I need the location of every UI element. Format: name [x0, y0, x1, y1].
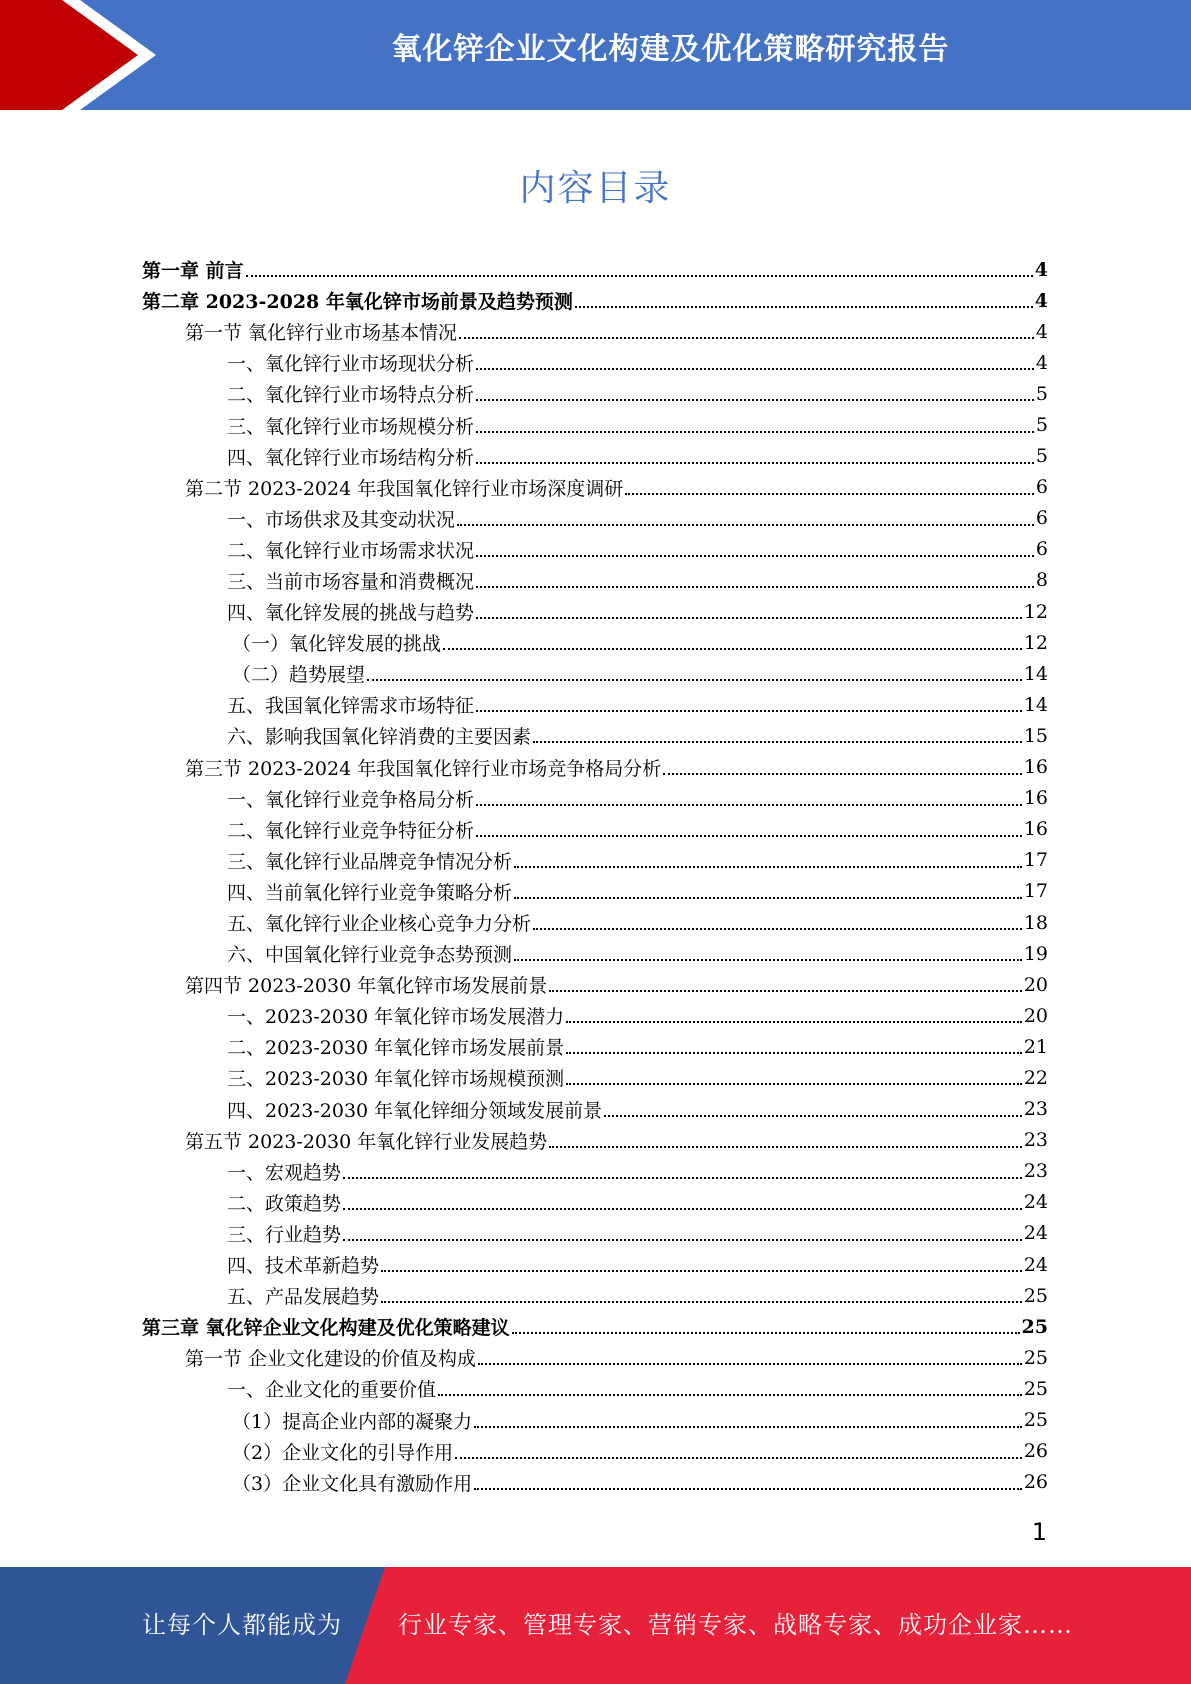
toc-leader-dots: [246, 274, 1033, 277]
toc-entry-page: 23: [1023, 1160, 1048, 1183]
toc-entry-page: 16: [1023, 818, 1048, 841]
toc-leader-dots: [476, 398, 1034, 401]
toc-entry-label: 五、我国氧化锌需求市场特征: [227, 695, 475, 718]
toc-leader-dots: [459, 336, 1034, 339]
toc-leader-dots: [367, 678, 1022, 681]
toc-entry-page: 17: [1023, 880, 1048, 903]
toc-entry-label: 第四节 2023-2030 年氧化锌市场发展前景: [185, 975, 548, 998]
toc-list: [142, 254, 1048, 1498]
toc-entry[interactable]: [142, 1311, 1048, 1342]
toc-entry-label: 第三章 氧化锌企业文化构建及优化策略建议: [142, 1317, 510, 1340]
toc-entry-label: 一、市场供求及其变动状况: [227, 508, 456, 531]
toc-entry[interactable]: [142, 1280, 1048, 1311]
toc-leader-dots: [474, 1487, 1022, 1490]
toc-entry-page: 4: [1034, 258, 1048, 281]
toc-leader-dots: [512, 1331, 1020, 1334]
toc-entry-label: 一、企业文化的重要价值: [227, 1379, 437, 1402]
toc-entry-label: （2）企业文化的引导作用: [232, 1441, 454, 1464]
toc-leader-dots: [514, 958, 1022, 961]
toc-entry[interactable]: [142, 1342, 1048, 1373]
toc-entry-label: 四、技术革新趋势: [227, 1255, 380, 1278]
toc-entry[interactable]: [142, 627, 1048, 658]
toc-entry-label: 二、氧化锌行业市场需求状况: [227, 539, 475, 562]
toc-entry-page: 25: [1023, 1284, 1048, 1307]
toc-leader-dots: [476, 709, 1022, 712]
toc-entry-page: 4: [1035, 351, 1048, 374]
toc-entry[interactable]: [142, 1062, 1048, 1093]
toc-entry[interactable]: [142, 254, 1048, 285]
toc-entry-page: 4: [1035, 320, 1048, 343]
header-bar: [0, 0, 1191, 110]
toc-entry[interactable]: [142, 503, 1048, 534]
toc-entry-label: 三、行业趋势: [227, 1223, 342, 1246]
toc-leader-dots: [381, 1300, 1022, 1303]
toc-entry-page: 24: [1023, 1253, 1048, 1276]
toc-entry-label: 第三节 2023-2024 年我国氧化锌行业市场竞争格局分析: [185, 757, 662, 780]
toc-leader-dots: [343, 1176, 1022, 1179]
toc-entry-page: 16: [1023, 756, 1048, 779]
toc-entry-label: 二、2023-2030 年氧化锌市场发展前景: [227, 1037, 565, 1060]
toc-entry-label: 一、宏观趋势: [227, 1161, 342, 1184]
toc-leader-dots: [476, 834, 1022, 837]
toc-leader-dots: [663, 772, 1022, 775]
toc-leader-dots: [604, 1114, 1022, 1117]
toc-entry-label: 三、氧化锌行业品牌竞争情况分析: [227, 850, 513, 873]
toc-entry-page: 6: [1035, 476, 1048, 499]
toc-entry-label: 五、氧化锌行业企业核心竞争力分析: [227, 913, 532, 936]
toc-entry[interactable]: [142, 938, 1048, 969]
toc-leader-dots: [533, 740, 1022, 743]
toc-entry-page: 25: [1023, 1409, 1048, 1432]
toc-entry-label: （1）提高企业内部的凝聚力: [232, 1410, 473, 1433]
toc-entry-page: 5: [1035, 445, 1048, 468]
toc-entry[interactable]: [142, 1218, 1048, 1249]
footer-banner: [0, 1567, 1191, 1684]
toc-entry-label: （3）企业文化具有激励作用: [232, 1472, 473, 1495]
toc-leader-dots: [455, 1456, 1022, 1459]
toc-entry[interactable]: [142, 1094, 1048, 1125]
toc-entry-page: 25: [1021, 1315, 1048, 1338]
footer-slogan-left: 让每个人都能成为: [142, 1611, 342, 1639]
toc-entry[interactable]: [142, 1125, 1048, 1156]
toc-entry-page: 12: [1023, 631, 1048, 654]
toc-entry[interactable]: [142, 1404, 1048, 1435]
toc-leader-dots: [549, 989, 1022, 992]
toc-entry[interactable]: [142, 814, 1048, 845]
toc-entry[interactable]: [142, 876, 1048, 907]
toc-entry-label: 第一节 氧化锌行业市场基本情况: [185, 322, 458, 345]
toc-entry-label: 六、影响我国氧化锌消费的主要因素: [227, 726, 532, 749]
toc-entry-page: 23: [1023, 1129, 1048, 1152]
toc-entry-page: 25: [1023, 1377, 1048, 1400]
toc-entry-label: 一、2023-2030 年氧化锌市场发展潜力: [227, 1006, 565, 1029]
toc-entry-page: 16: [1023, 787, 1048, 810]
toc-leader-dots: [514, 896, 1022, 899]
toc-entry-page: 19: [1023, 942, 1048, 965]
toc-leader-dots: [476, 367, 1034, 370]
toc-leader-dots: [566, 1051, 1022, 1054]
toc-leader-dots: [476, 616, 1022, 619]
toc-leader-dots: [457, 523, 1034, 526]
toc-entry-label: 三、当前市场容量和消费概况: [227, 570, 475, 593]
toc-entry-label: 第一节 企业文化建设的价值及构成: [185, 1348, 477, 1371]
toc-leader-dots: [549, 1145, 1022, 1148]
toc-entry[interactable]: [142, 907, 1048, 938]
toc-entry-label: 六、中国氧化锌行业竞争态势预测: [227, 944, 513, 967]
toc-entry-page: 22: [1023, 1066, 1048, 1089]
toc-entry-page: 12: [1023, 600, 1048, 623]
toc-entry-page: 24: [1023, 1191, 1048, 1214]
toc-leader-dots: [566, 1082, 1022, 1085]
toc-entry[interactable]: [142, 1467, 1048, 1498]
toc-entry-page: 26: [1023, 1471, 1048, 1494]
toc-entry[interactable]: [142, 596, 1048, 627]
toc-entry[interactable]: [142, 534, 1048, 565]
report-title: 氧化锌企业文化构建及优化策略研究报告: [391, 32, 950, 67]
footer-slogan-right: 行业专家、管理专家、营销专家、战略专家、成功企业家……: [398, 1611, 1073, 1639]
toc-leader-dots: [381, 1269, 1022, 1272]
toc-entry-page: 20: [1023, 973, 1048, 996]
toc-leader-dots: [443, 647, 1022, 650]
toc-entry-page: 18: [1023, 911, 1048, 934]
toc-leader-dots: [474, 1425, 1022, 1428]
toc-leader-dots: [476, 803, 1022, 806]
toc-leader-dots: [514, 865, 1022, 868]
toc-entry-label: 二、氧化锌行业市场特点分析: [227, 384, 475, 407]
toc-entry-label: 二、政策趋势: [227, 1192, 342, 1215]
toc-entry-page: 6: [1035, 507, 1048, 530]
toc-leader-dots: [438, 1393, 1022, 1396]
toc-entry-page: 4: [1034, 289, 1048, 312]
toc-entry-page: 14: [1023, 662, 1048, 685]
toc-entry-page: 23: [1023, 1098, 1048, 1121]
toc-entry-page: 17: [1023, 849, 1048, 872]
toc-entry[interactable]: [142, 969, 1048, 1000]
toc-leader-dots: [343, 1238, 1022, 1241]
toc-entry-label: 第二节 2023-2024 年我国氧化锌行业市场深度调研: [185, 477, 624, 500]
toc-leader-dots: [476, 585, 1034, 588]
toc-leader-dots: [478, 1362, 1022, 1365]
page-number: 1: [1031, 1518, 1047, 1546]
toc-entry-page: 5: [1035, 414, 1048, 437]
toc-entry-label: 一、氧化锌行业竞争格局分析: [227, 788, 475, 811]
toc-entry[interactable]: [142, 1156, 1048, 1187]
toc-entry-label: 四、氧化锌行业市场结构分析: [227, 446, 475, 469]
toc-entry[interactable]: [142, 1249, 1048, 1280]
toc-entry-page: 6: [1035, 538, 1048, 561]
toc-entry[interactable]: [142, 378, 1048, 409]
toc-leader-dots: [476, 554, 1034, 557]
toc-entry[interactable]: [142, 1000, 1048, 1031]
toc-entry[interactable]: [142, 845, 1048, 876]
toc-entry[interactable]: [142, 441, 1048, 472]
toc-entry-page: 15: [1023, 724, 1048, 747]
toc-entry-page: 26: [1023, 1440, 1048, 1463]
toc-entry-label: 第五节 2023-2030 年氧化锌行业发展趋势: [185, 1130, 548, 1153]
toc-entry[interactable]: [142, 565, 1048, 596]
toc-entry[interactable]: [142, 1373, 1048, 1404]
toc-entry[interactable]: [142, 689, 1048, 720]
toc-entry-page: 25: [1023, 1346, 1048, 1369]
toc-leader-dots: [575, 305, 1033, 308]
chevron-arrow-icon: [0, 0, 160, 110]
toc-entry[interactable]: [142, 409, 1048, 440]
toc-entry-page: 5: [1035, 382, 1048, 405]
toc-entry-label: （二）趋势展望: [232, 664, 366, 687]
toc-entry[interactable]: [142, 347, 1048, 378]
toc-leader-dots: [476, 430, 1034, 433]
toc-leader-dots: [343, 1207, 1022, 1210]
toc-entry[interactable]: [142, 783, 1048, 814]
toc-entry-page: 20: [1023, 1004, 1048, 1027]
toc-entry-label: 五、产品发展趋势: [227, 1286, 380, 1309]
toc-entry-label: 二、氧化锌行业竞争特征分析: [227, 819, 475, 842]
toc-entry-page: 8: [1035, 569, 1048, 592]
toc-entry-page: 21: [1023, 1035, 1048, 1058]
toc-entry-page: 14: [1023, 693, 1048, 716]
toc-entry[interactable]: [142, 658, 1048, 689]
toc-leader-dots: [566, 1020, 1022, 1023]
toc-leader-dots: [476, 461, 1034, 464]
toc-entry[interactable]: [142, 472, 1048, 503]
toc-title: 内容目录: [519, 168, 672, 209]
toc-entry-label: 四、氧化锌发展的挑战与趋势: [227, 602, 475, 625]
toc-entry-label: 四、当前氧化锌行业竞争策略分析: [227, 881, 513, 904]
toc-entry[interactable]: [142, 285, 1048, 316]
toc-entry[interactable]: [142, 720, 1048, 751]
toc-entry[interactable]: [142, 1031, 1048, 1062]
toc-entry[interactable]: [142, 1436, 1048, 1467]
toc-entry[interactable]: [142, 752, 1048, 783]
toc-entry-label: 四、2023-2030 年氧化锌细分领域发展前景: [227, 1099, 603, 1122]
toc-leader-dots: [625, 492, 1034, 495]
toc-entry-label: 三、氧化锌行业市场规模分析: [227, 415, 475, 438]
toc-entry-label: （一）氧化锌发展的挑战: [232, 633, 442, 656]
toc-entry-label: 三、2023-2030 年氧化锌市场规模预测: [227, 1068, 565, 1091]
toc-entry-label: 一、氧化锌行业市场现状分析: [227, 353, 475, 376]
toc-entry-label: 第一章 前言: [142, 260, 244, 283]
toc-entry[interactable]: [142, 1187, 1048, 1218]
toc-entry[interactable]: [142, 316, 1048, 347]
toc-entry-page: 24: [1023, 1222, 1048, 1245]
toc-leader-dots: [533, 927, 1022, 930]
toc-entry-label: 第二章 2023-2028 年氧化锌市场前景及趋势预测: [142, 291, 573, 314]
